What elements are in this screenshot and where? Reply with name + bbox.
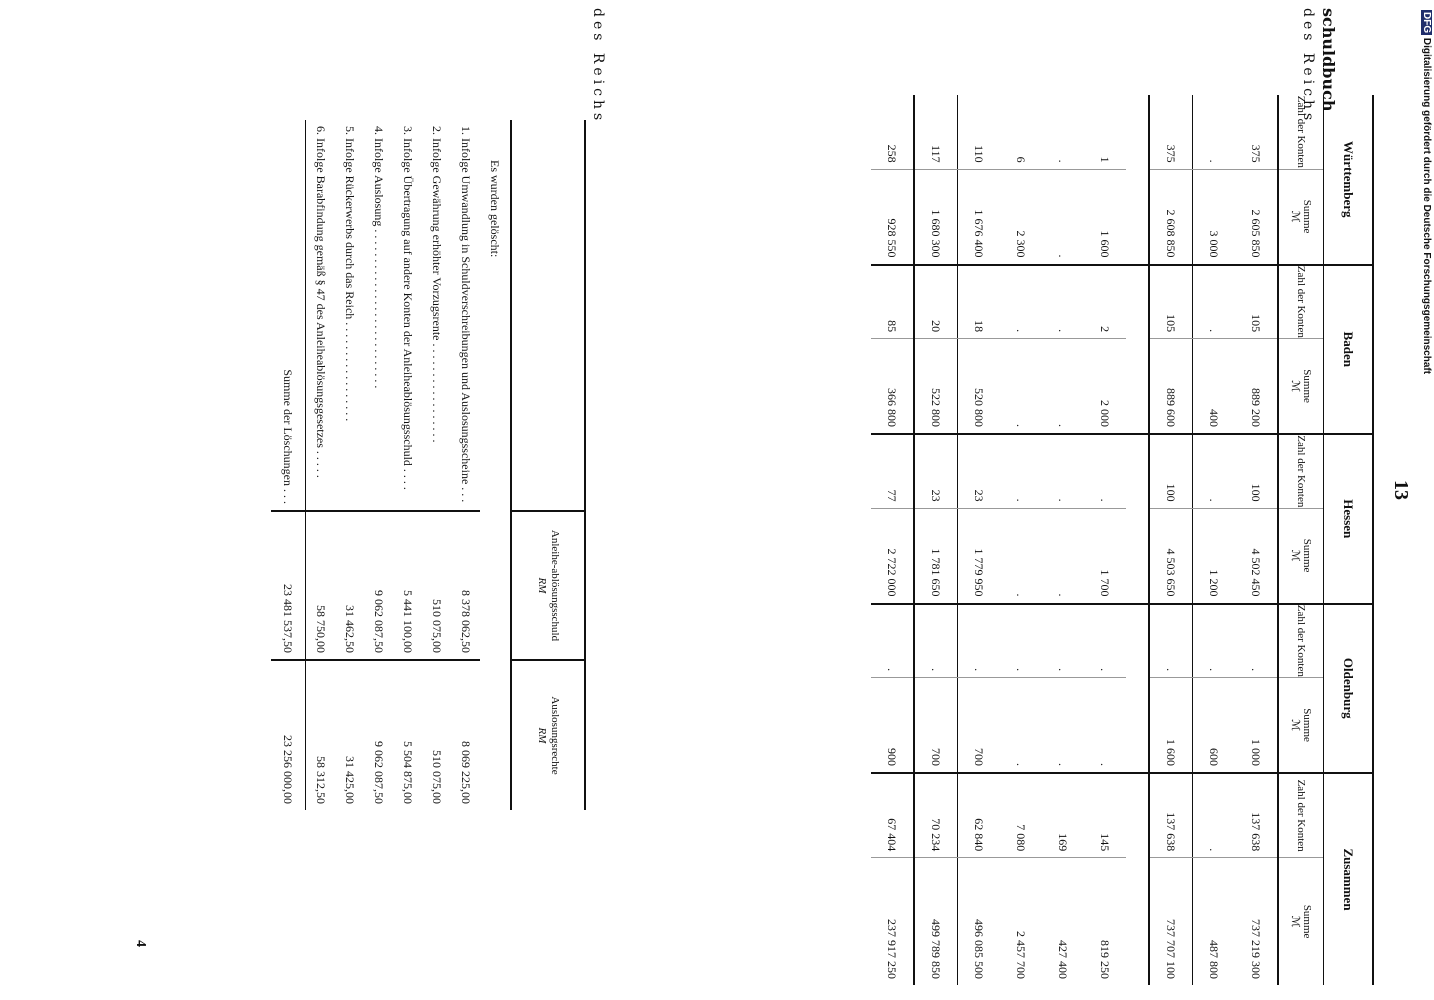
- heading-top: schuldbuch: [1319, 8, 1338, 112]
- deletions-table: [271, 120, 586, 810]
- cell-count: 2: [1084, 265, 1126, 339]
- deletion-label: 2. Infolge Gewährung erhöhter Vorzugsrente . . . . . . . . . . . . . . . . .: [430, 126, 444, 443]
- cell-sum: 2 000: [1084, 339, 1126, 434]
- cell-count: 23: [914, 434, 958, 508]
- deletions-header-blank: [511, 120, 585, 511]
- gap-cell: [1126, 169, 1149, 264]
- col-count: Zahl der Konten: [1278, 95, 1324, 169]
- gap-cell: [1126, 604, 1149, 678]
- table-row: [871, 95, 914, 985]
- cell-count: .: [1207, 159, 1222, 163]
- cell-count: 137 638: [1235, 773, 1278, 858]
- cell-sum: 1 600: [1149, 678, 1193, 773]
- deletion-auslosung: 31 425,00: [335, 660, 364, 810]
- cell-sum: 400: [1193, 339, 1236, 434]
- cell-count: 137 638: [1149, 773, 1193, 858]
- group-baden: Baden: [1324, 265, 1374, 435]
- cell-sum: 1 000: [1235, 678, 1278, 773]
- cell-count: .: [1000, 604, 1042, 678]
- cell-count: .: [1000, 265, 1042, 339]
- cell-sum: 737 219 300: [1235, 858, 1278, 985]
- cell-count: .: [1193, 265, 1236, 339]
- cell-sum: 2 722 000: [871, 508, 914, 603]
- gap-cell: [1126, 434, 1149, 508]
- deletion-anleihe: 9 062 087,50: [364, 511, 393, 660]
- cell-sum: .: [1042, 678, 1084, 773]
- cell-sum: 499 789 850: [914, 858, 958, 985]
- col-sum: Summe ℳ: [1278, 678, 1324, 773]
- page-number: 13: [1390, 480, 1412, 500]
- cell-count: .: [1193, 604, 1236, 678]
- cell-sum: 928 550: [871, 169, 914, 264]
- gap-cell: [1126, 95, 1149, 169]
- deletion-auslosung: 9 062 087,50: [364, 660, 393, 810]
- cell-count: 258: [885, 144, 900, 163]
- cell-count: .: [1084, 434, 1126, 508]
- deletion-anleihe: 8 378 062,50: [451, 511, 480, 660]
- table-row: [1000, 95, 1042, 985]
- deletion-row: [364, 120, 393, 810]
- deletion-auslosung: 5 504 875,00: [393, 660, 422, 810]
- cell-sum: .: [1042, 169, 1084, 264]
- deletion-row: [393, 120, 422, 810]
- gap-cell: [1126, 508, 1149, 603]
- sum-auslosung: 23 256 000,00: [271, 660, 306, 810]
- cell-count: 20: [914, 265, 958, 339]
- cell-count: 110: [972, 145, 987, 163]
- cell-sum: 1 200: [1193, 508, 1236, 603]
- heading-sub-2: des Reichs: [590, 8, 606, 125]
- deletion-auslosung: 8 069 225,00: [451, 660, 480, 810]
- cell-sum: 427 400: [1042, 858, 1084, 985]
- cell-count: 169: [1042, 773, 1084, 858]
- cell-sum: 1 600: [1084, 169, 1126, 264]
- deletion-anleihe: 58 750,00: [306, 511, 336, 660]
- deletion-row: [306, 120, 336, 810]
- deletion-anleihe: 5 441 100,00: [393, 511, 422, 660]
- cell-count: .: [914, 604, 958, 678]
- cell-sum: 496 085 500: [958, 858, 1001, 985]
- cell-sum: 2 605 850: [1235, 169, 1278, 264]
- deletion-label: 6. Infolge Barabfindung gemäß § 47 des Anleiheablösungsgesetzes . . . . .: [314, 126, 328, 478]
- cell-sum: 737 707 100: [1149, 858, 1193, 985]
- cell-sum: 889 600: [1149, 339, 1193, 434]
- col-sum: Summe ℳ: [1278, 339, 1324, 434]
- cell-count: 105: [1149, 265, 1193, 339]
- cell-sum: 2 608 850: [1149, 169, 1193, 264]
- cell-count: 117: [914, 95, 958, 169]
- cell-sum: .: [1042, 508, 1084, 603]
- table-row: [1084, 95, 1126, 985]
- watermark-text: DFG Digitalisierung gefördert durch die Deutsche Forschungsgemeinschaft: [1421, 12, 1432, 375]
- cell-sum: 600: [1193, 678, 1236, 773]
- cell-count: .: [958, 604, 1001, 678]
- cell-count: 7 080: [1000, 773, 1042, 858]
- col-sum: Summe ℳ: [1278, 169, 1324, 264]
- group-hessen: Hessen: [1324, 434, 1374, 604]
- cell-count: .: [1149, 604, 1193, 678]
- col-sum: Summe ℳ: [1278, 858, 1324, 985]
- col-sum: Summe ℳ: [1278, 508, 1324, 603]
- cell-sum: 522 800: [914, 339, 958, 434]
- table-row: [1042, 95, 1084, 985]
- cell-sum: 1 781 650: [914, 508, 958, 603]
- cell-sum: 1 676 400: [958, 169, 1001, 264]
- cell-sum: 520 800: [958, 339, 1001, 434]
- cell-count: .: [1056, 159, 1071, 163]
- deletion-row: [335, 120, 364, 810]
- cell-count: 100: [1149, 434, 1193, 508]
- cell-count: 85: [871, 265, 914, 339]
- gap-cell: [1126, 339, 1149, 434]
- gap-cell: [1126, 858, 1149, 985]
- deletion-anleihe: 31 462,50: [335, 511, 364, 660]
- sum-anleihe: 23 481 537,50: [271, 511, 306, 660]
- cell-sum: 700: [914, 678, 958, 773]
- group-header-row: [1324, 95, 1374, 985]
- table-row: [914, 95, 958, 985]
- deletion-row: [451, 120, 480, 810]
- deletion-label: 3. Infolge Übertragung auf andere Konten der Anleiheablösungsschuld . . . .: [401, 126, 415, 490]
- col-count: Zahl der Konten: [1278, 604, 1324, 678]
- deletions-header-row: [511, 120, 585, 810]
- cell-count: 18: [958, 265, 1001, 339]
- intro-text: Es wurden gelöscht:: [488, 160, 503, 258]
- sum-label: Summe der Löschungen . . .: [271, 120, 306, 511]
- cell-sum: .: [1000, 678, 1042, 773]
- col-anleihe: Anleihe-ablösungsschuld RM: [511, 511, 585, 660]
- cell-sum: 1 680 300: [914, 169, 958, 264]
- table-row: [1149, 95, 1193, 985]
- cell-sum: 819 250: [1084, 858, 1126, 985]
- table-row: [958, 95, 1001, 985]
- cell-sum: 1 779 950: [958, 508, 1001, 603]
- table-row: [1235, 95, 1278, 985]
- cell-sum: 366 800: [871, 339, 914, 434]
- deletion-label: 5. Infolge Rückerwerbs durch das Reich . . . . . . . . . . . . . . . . .: [343, 126, 357, 422]
- deletion-label: 1. Infolge Umwandlung in Schuldverschreibungen und Auslosungsscheine . . .: [459, 126, 473, 503]
- cell-sum: 1 700: [1084, 508, 1126, 603]
- cell-count: 70 234: [914, 773, 958, 858]
- cell-count: .: [1042, 434, 1084, 508]
- cell-sum: 4 502 450: [1235, 508, 1278, 603]
- group-oldenburg: Oldenburg: [1324, 604, 1374, 774]
- table-gap-row: [1126, 95, 1149, 985]
- cell-count: 1: [1098, 156, 1113, 163]
- col-count: Zahl der Konten: [1278, 434, 1324, 508]
- cell-sum: 889 200: [1235, 339, 1278, 434]
- group-wuerttemberg: Württemberg: [1324, 95, 1374, 265]
- cell-sum: 700: [958, 678, 1001, 773]
- cell-count: 62 840: [958, 773, 1001, 858]
- cell-count: 23: [958, 434, 1001, 508]
- cell-sum: 3 000: [1193, 169, 1236, 264]
- col-auslosung: Auslosungsrechte RM: [511, 660, 585, 810]
- cell-count: 67 404: [871, 773, 914, 858]
- sub-header-row: [1278, 95, 1324, 985]
- cell-count: 375: [1149, 95, 1193, 169]
- cell-count: .: [871, 604, 914, 678]
- cell-count: .: [1042, 265, 1084, 339]
- cell-count: .: [1042, 604, 1084, 678]
- accounts-table: [871, 95, 1374, 985]
- deletions-body: [306, 120, 481, 810]
- col-count: Zahl der Konten: [1278, 773, 1324, 858]
- cell-sum: .: [1000, 339, 1042, 434]
- deletion-anleihe: 510 075,00: [422, 511, 451, 660]
- cell-count: 145: [1084, 773, 1126, 858]
- cell-sum: 237 917 250: [871, 858, 914, 985]
- cell-sum: 900: [871, 678, 914, 773]
- table-row: [1193, 95, 1236, 985]
- cell-count: 375: [1249, 144, 1264, 163]
- deletion-row: [422, 120, 451, 810]
- sum-row: [271, 120, 306, 810]
- deletion-auslosung: 58 312,50: [306, 660, 336, 810]
- watermark-logo: DFG: [1421, 12, 1432, 34]
- cell-count: 105: [1235, 265, 1278, 339]
- group-zusammen: Zusammen: [1324, 773, 1374, 985]
- cell-count: .: [1084, 604, 1126, 678]
- cell-count: .: [1235, 604, 1278, 678]
- cell-count: .: [1000, 434, 1042, 508]
- intro-row: [480, 120, 511, 810]
- gap-cell: [1126, 678, 1149, 773]
- heading-sub: des Reichs: [1300, 8, 1316, 125]
- cell-sum: 2 300: [1000, 169, 1042, 264]
- cell-count: .: [1193, 434, 1236, 508]
- page-number-bottom: 4: [133, 940, 148, 947]
- cell-sum: .: [1000, 508, 1042, 603]
- col-count: Zahl der Konten: [1278, 265, 1324, 339]
- cell-count: 100: [1235, 434, 1278, 508]
- cell-sum: 4 503 650: [1149, 508, 1193, 603]
- cell-sum: 487 800: [1193, 858, 1236, 985]
- cell-count: 6: [1014, 156, 1029, 163]
- deletion-auslosung: 510 075,00: [422, 660, 451, 810]
- cell-count: .: [1193, 773, 1236, 858]
- cell-count: 77: [871, 434, 914, 508]
- watermark-strip: [1416, 10, 1432, 390]
- gap-cell: [1126, 773, 1149, 858]
- gap-cell: [1126, 265, 1149, 339]
- cell-sum: .: [1042, 339, 1084, 434]
- cell-sum: 2 457 700: [1000, 858, 1042, 985]
- cell-sum: .: [1084, 678, 1126, 773]
- accounts-table-body: [871, 95, 1278, 985]
- deletion-label: 4. Infolge Auslosung . . . . . . . . . . . . . . . . . . . . . . . . . . .: [372, 126, 386, 389]
